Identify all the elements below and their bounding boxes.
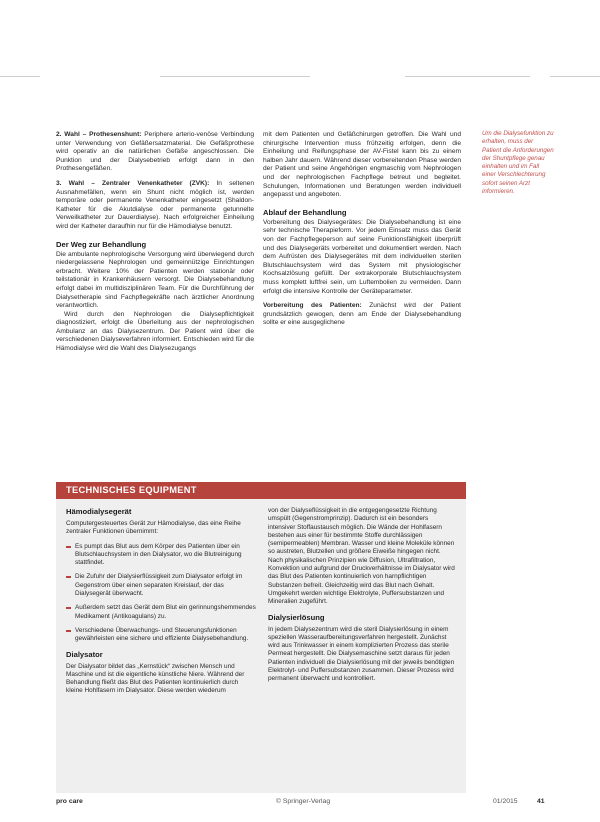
footer-journal: pro care xyxy=(56,798,83,805)
subheading: Dialysierlösung xyxy=(268,612,325,622)
body-text: Zunächst wird der Patient grundsätzlich gewogen, denn am Ende der Dialysebehandlung sollte er eine ausgeglichene xyxy=(263,302,461,327)
list-item: Außerdem setzt das Gerät dem Blut ein gerinnungshemmendes Medikament (Antikoagulans) zu. xyxy=(66,604,256,621)
lead-in: 2. Wahl – Prothesenshunt: xyxy=(56,131,142,138)
paragraph: Computergesteuertes Gerät zur Hämodialyse, das eine Reihe zentraler Funktionen übernimmt: xyxy=(66,520,241,536)
list-item: Verschiedene Überwachungs- und Steuerungsfunktionen gewährleisten eine sichere und effiziente Dialysebehandlung. xyxy=(66,627,256,644)
margin-note: Um die Dialysefunktion zu erhalten, muss der Patient die Anforderungen der Shuntpflege genau einhalten und im Fall einer Verschlechterung sofort seinen Arzt informieren. xyxy=(482,130,554,196)
equipment-column-right xyxy=(268,507,456,690)
footer-publisher: © Springer-Verlag xyxy=(276,798,331,805)
subheading: Dialysator xyxy=(66,649,103,659)
top-rule xyxy=(405,76,530,77)
bullet-list xyxy=(66,543,256,644)
paragraph: Der Dialysator bildet das „Kernstück“ zwischen Mensch und Maschine und ist die eigentliche künstliche Niere. Während der Behandlung fließt das Blut des Patienten kontinuierlich durch kleine Hohlfasern im Dialysator. Diese werden wiederum xyxy=(66,662,245,695)
paragraph xyxy=(56,180,254,232)
body-text: In seltenen Ausnahmefällen, wenn ein Shunt nicht möglich ist, werden temporäre oder permanente Venenkatheter eingesetzt (Shaldon-Katheter für die Akutdialyse oder permanente getunnelte Verweilkatheter zur Dauerdialyse). Nach erfolgreicher Einheilung wird der Katheter daraufhin nur für die Hämodialyse benutzt. xyxy=(56,179,254,230)
list-item: Es pumpt das Blut aus dem Körper des Patienten über ein Blutschlauchsystem in den Dialysator, wo die Blutreinigung stattfindet. xyxy=(66,543,256,568)
paragraph: Vorbereitung des Dialysegerätes: Die Dialysebehandlung ist eine sehr technische Therapieform. Vor jedem Einsatz muss das Gerät von der Fachpflegeperson auf seine Funktionsfähigkeit überprüft und des Dialysegeräts vorbereitet und dokumentiert werden. Nach dem Aufrüsten des Dialysegerätes mit dem individuellen sterilen Blutschlauchsystem wird das System mit physiologischer Kochsalzlösung gefüllt. Der extrakorporale Blutschlauchsystem muss komplett luftfrei sein, um Luftembolien zu vermeiden. Dann erfolgt die intensive Kontrolle der Geräteparameter. xyxy=(263,218,461,295)
paragraph: In jedem Dialysezentrum wird die steril Dialysierlösung in einem speziellen Wasseraufbereitungsverfahren hergestellt. Zunächst wird aus Trinkwasser in einem komplizierten Prozess das sterile Permeat hergestellt. Die Dialysemaschine setzt daraus für jeden Patienten individuell die Dialysierlösung mit der jeweils benötigten Elektrolyt- und Puffersubstanzen zusammen. Dieser Prozess wird permanent überwacht und kontrolliert. xyxy=(268,625,455,683)
paragraph xyxy=(263,302,461,328)
footer-issue: 01/2015 xyxy=(493,798,518,805)
top-rule xyxy=(160,76,310,77)
equipment-box-title: TECHNISCHES EQUIPMENT xyxy=(66,485,197,495)
equipment-box-header xyxy=(56,482,466,499)
paragraph: Wird durch den Nephrologen die Dialysepflichtigkeit diagnostiziert, erfolgt die Überleitung aus der nephrologischen Ambulanz an das Dialysezentrum. Der Patient wird über die verschiedenen Dialyseverfahren informiert. Entschieden wird für die Hämodialyse wird die Wahl des Dialysezugangs xyxy=(56,310,254,353)
text-column-right xyxy=(263,131,461,334)
paragraph: mit dem Patienten und Gefäßchirurgen getroffen. Die Wahl und chirurgische Intervention muss frühzeitig erfolgen, denn die Einheilung und Reifungsphase der AV-Fistel kann bis zu einem halben Jahr dauern. Während dieser vorbereitenden Phase werden der Patient und seine Angehörigen engmaschig vom Nephrologen und der nephrologischen Fachpflege betreut und begleitet. Schulungen, Informationen und Beratungen werden individuell angepasst und angeboten. xyxy=(263,131,461,199)
subheading: Hämodialysegerät xyxy=(66,507,132,516)
page-number: 41 xyxy=(537,798,545,805)
lead-in: Vorbereitung des Patienten: xyxy=(263,302,362,310)
list-item: Die Zufuhr der Dialysierflüssigkeit zum Dialysator erfolgt im Gegenstrom über einen separaten Kreislauf, der das Dialysegerät überwacht. xyxy=(66,573,256,598)
paragraph: Die ambulante nephrologische Versorgung wird überwiegend durch niedergelassene Nephrologen und gemeinnützige Einrichtungen erbracht. Weitere 10% der Patienten werden stationär oder teilstationär in Krankenhäusern versorgt. Die Dialysebehandlung erfolgt dabei im multidisziplinären Team. Für die Durchführung der Dialysetherapie sind Fachpflegekräfte nach ärztlicher Anordnung verantwortlich. xyxy=(56,250,254,310)
section-heading: Ablauf der Behandlung xyxy=(263,207,347,217)
paragraph: von der Dialyseflüssigkeit in die entgegengesetzte Richtung umspült (Gegenstromprinzip). Dadurch ist ein besonders intensiver Stoffaustausch möglich. Die Wände der Hohlfasern bestehen aus einer für bestimmte Stoffe durchlässigen (semipermeablen) Membran. Wasser und kleine Moleküle können so austreten, Blutzellen und größere Eiweiße hingegen nicht. Nach physikalischen Prinzipien wie Diffusion, Ultrafiltration, Konvektion und aufgrund der Druckverhältnisse im Dialysator wird das Blut des Patienten kontinuierlich von harnpflichtigen Substanzen befreit. Gleichzeitig wird das Blut nach Gehalt. Umgekehrt werden wichtige Elektrolyte, Puffersubstanzen und Mineralien zugeführt. xyxy=(268,507,455,606)
equipment-column-left xyxy=(66,507,256,702)
top-rule xyxy=(0,76,40,77)
section-heading: Der Weg zur Behandlung xyxy=(56,239,147,249)
paragraph xyxy=(56,131,254,174)
lead-in: 3. Wahl – Zentraler Venenkatheter (ZVK): xyxy=(56,179,210,187)
equipment-box xyxy=(56,499,466,793)
text-column-left xyxy=(56,131,254,354)
body-text: Periphere arterio-venöse Verbindung unter Verwendung von Gefäßersatzmaterial. Die Gefäßprothese wird operativ an die natürlichen Gefäße angeschlossen. Die Punktion und der Dialysebetrieb erfolgt dann in den Prothesengefäßen. xyxy=(56,131,254,173)
top-rule xyxy=(550,76,600,77)
